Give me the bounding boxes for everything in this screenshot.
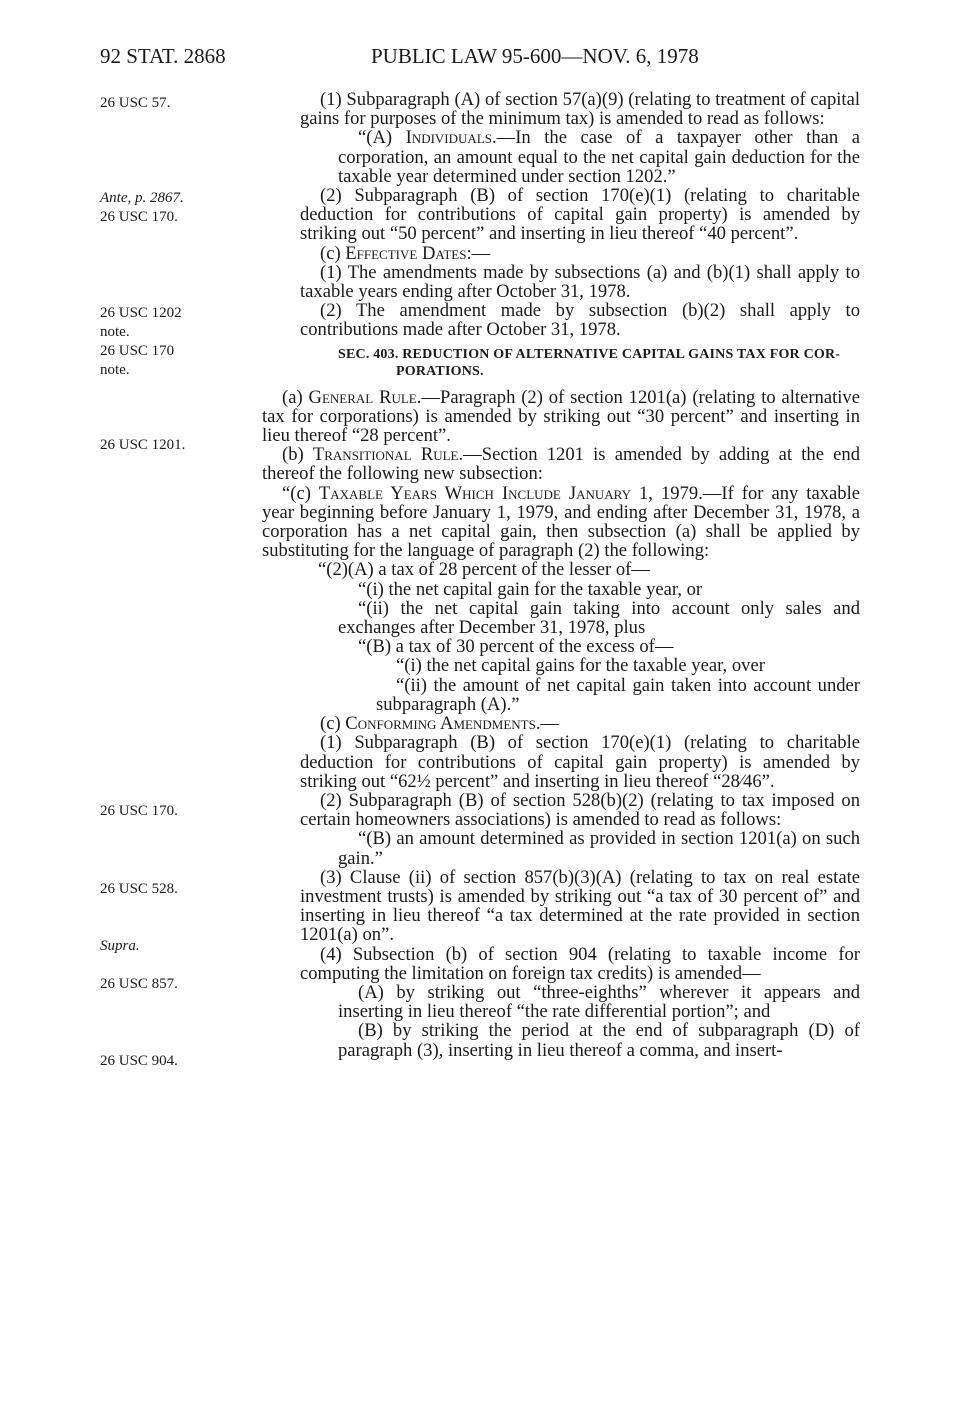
paragraph-text: :— [466,242,491,264]
margin-note: 26 USC 1202 [100,305,182,321]
margin-note [100,937,140,956]
paragraph-heading: Transitional Rule [312,444,459,466]
margin-note: 26 USC 857. [100,976,178,992]
margin-note: 26 USC 170. [100,803,178,819]
paragraph: (1) Subparagraph (B) of section 170(e)(1) (relating to charitable deduction for contributions of capital gain property) is amended by striking out “62½ percent” and inserting in lieu thereof “28⁄46”. [300,732,860,792]
paragraph-heading: Individuals [405,127,492,149]
paragraph-text: .—In the case of a taxpayer other than a corporation, an amount equal to the net capital gain deduction for the taxable year determined under section 1202.” [338,127,860,187]
paragraph-lead: “(A) [358,127,406,149]
paragraph: (B) by striking the period at the end of subparagraph (D) of paragraph (3), inserting in lieu thereof a comma, and insert- [338,1020,860,1061]
paragraph: “(2)(A) a tax of 28 percent of the lesser of— [318,559,650,581]
margin-note [100,189,184,208]
paragraph-text: 1, 1979.—If for any taxable year beginning before January 1, 1979, and ending after December 31, 1978, a corporation has a net capital gain, then subsection (a) shall be applied by substituting for the language of paragraph (2) the following: [262,482,860,562]
paragraph [262,244,860,263]
section-heading-line: PORATIONS. [396,363,484,379]
margin-note: 26 USC 1201. [100,437,186,453]
statute-text [262,90,860,1060]
margin-note-text: Ante, p. 2867. [100,190,184,206]
paragraph: “(i) the net capital gain for the taxable year, or [358,578,703,600]
paragraph-heading: Taxable Years Which Include January [318,482,631,504]
paragraph: “(ii) the amount of net capital gain taken into account under subparagraph (A).” [376,674,860,715]
paragraph-heading: General Rule [308,386,417,408]
paragraph-lead: (c) [320,242,346,264]
running-header-title: PUBLIC LAW 95-600—NOV. 6, 1978 [371,44,699,68]
paragraph [262,714,860,733]
paragraph-heading: Effective Dates [345,242,467,264]
margin-note: 26 USC 528. [100,881,178,897]
margin-note: note. [100,362,130,378]
paragraph: (2) Subparagraph (B) of section 528(b)(2) (relating to tax imposed on certain homeowners associations) is amended to read as follows: [300,789,860,831]
paragraph: (2) The amendment made by subsection (b)(2) shall apply to contributions made after October 31, 1978. [300,300,860,341]
paragraph-lead: (a) [282,386,309,408]
statute-page-number: 92 STAT. 2868 [100,44,226,68]
paragraph-lead: (c) [320,713,346,735]
paragraph: “(ii) the net capital gain taking into account only sales and exchanges after December 31, 1978, plus [338,597,860,639]
paragraph: (A) by striking out “three-eighths” wherever it appears and inserting in lieu thereof “the rate differential portion”; and [338,981,860,1023]
paragraph [262,445,860,483]
paragraph-text: .—Section 1201 is amended by adding at the end thereof the following new subsection: [262,444,860,485]
paragraph-lead: (b) [282,444,313,466]
paragraph: “(B) a tax of 30 percent of the excess of— [358,636,674,658]
paragraph [262,484,860,561]
margin-note: 26 USC 170 [100,343,175,359]
section-heading-line: SEC. 403. REDUCTION OF ALTERNATIVE CAPITAL GAINS TAX FOR COR- [338,346,841,362]
paragraph-lead: “(c) [282,482,319,504]
paragraph [262,388,860,446]
paragraph: (2) Subparagraph (B) of section 170(e)(1) (relating to charitable deduction for contributions of capital gain property) is amended by striking out “50 percent” and inserting in lieu thereof “40 percent”. [300,185,860,245]
paragraph: (1) The amendments made by subsections (a) and (b)(1) shall apply to taxable years ending after October 31, 1978. [300,261,860,303]
margin-note: 26 USC 57. [100,95,171,111]
paragraph: “(B) an amount determined as provided in section 1201(a) on such gain.” [338,828,860,869]
paragraph [262,128,860,186]
paragraph: (4) Subsection (b) of section 904 (relating to taxable income for computing the limitation on foreign tax credits) is amended— [300,943,860,984]
margin-note: 26 USC 170. [100,209,178,225]
margin-note: 26 USC 904. [100,1053,178,1069]
paragraph-heading: Conforming Amendments [345,713,536,735]
paragraph-text: .— [535,713,560,735]
margin-note-text: Supra. [100,938,140,954]
section-heading [262,346,860,380]
paragraph: (3) Clause (ii) of section 857(b)(3)(A) (relating to tax on real estate investment trusts) is amended by striking out “a tax of 30 percent of” and inserting in lieu thereof “a tax determined at the rate provided in section 1201(a) on”. [300,866,860,946]
paragraph-text: .—Paragraph (2) of section 1201(a) (relating to alternative tax for corporations) is amended by striking out “30 percent” and inserting in lieu thereof “28 percent”. [262,386,860,447]
paragraph: “(i) the net capital gains for the taxable year, over [396,655,765,677]
paragraph: (1) Subparagraph (A) of section 57(a)(9) (relating to treatment of capital gains for purposes of the minimum tax) is amended to read as follows: [300,89,860,130]
margin-note: note. [100,324,130,340]
